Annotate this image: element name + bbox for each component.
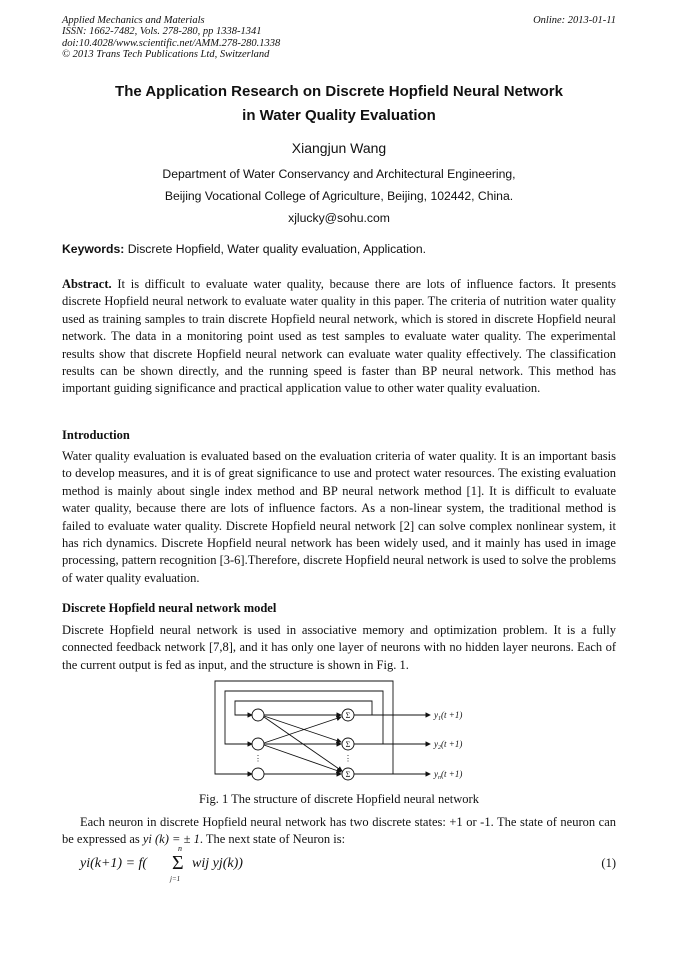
introduction-heading: Introduction bbox=[62, 428, 130, 442]
keywords-label: Keywords: bbox=[62, 242, 125, 256]
svg-text:⋮: ⋮ bbox=[344, 754, 352, 763]
hopfield-network-diagram bbox=[200, 676, 480, 791]
affiliation bbox=[62, 163, 616, 229]
equation-1 bbox=[80, 844, 616, 883]
model-text: Discrete Hopfield neural network is used in associative memory and optimization problem. It is a fully connected feedback network [7,8], and it has only one layer of neurons with no hidden layer neurons. Each of the current output is fed as input, and the structure is shown in Fig. 1. bbox=[62, 623, 616, 672]
svg-text:Σ: Σ bbox=[345, 711, 351, 720]
online-date: Online: 2013-01-11 bbox=[533, 15, 616, 26]
abstract-text: It is difficult to evaluate water quality, because there are lots of influence factors. It presents discrete Hopfield neural network to evaluate water quality in this paper. The criteria of nutrition water quality used as training samples to train discrete Hopfield neural network, which is stored in discrete Hopfield neural network. The data in a monitoring point used as test samples to evaluate water quality. The experimental results show that discrete Hopfield neural network can evaluate water quality effectively. The classification results can be shown directly, and the running speed is faster than BP neural network. This method has important guiding significance and practical application value to other water quality evaluation. bbox=[62, 277, 616, 396]
affiliation-line-2: Beijing Vocational College of Agriculture, Beijing, 102442, China. bbox=[164, 189, 514, 203]
state-math: yi (k) = ± 1 bbox=[142, 832, 200, 847]
introduction-text: Water quality evaluation is evaluated based on the evaluation criteria of water quality. It is an important basis to develop measures, and it is of great significance to use and protect water resources. The existing evaluation method is mainly about single index method and BP neural network method [1]. It is difficult to evaluate water quality, because there are lots of influence factors. As a non-linear system, the traditional method is failed to evaluate water quality. Discrete Hopfield neural network [2] can solve complex nonlinear system, it has rich dynamics. Discrete Hopfield neural network has been widely used, and it mainly has used in image processing, pattern recognition [3-6].Therefore, discrete Hopfield neural network is used to solve the problems of water quality evaluation. bbox=[62, 449, 616, 585]
neuron-state-text: Each neuron in discrete Hopfield neural network has two discrete states: +1 or -1. The state of neuron can be expressed as yi (k) = ± 1. The next state of Neuron is: bbox=[62, 815, 616, 847]
journal-header bbox=[62, 15, 616, 60]
equation-lhs: yi(k+1) = f( bbox=[80, 856, 148, 871]
figure-caption: Fig. 1 The structure of discrete Hopfield neural network bbox=[199, 792, 479, 806]
sum-upper: n bbox=[178, 844, 182, 853]
equation-number: (1) bbox=[601, 856, 616, 870]
author-email: xjlucky@sohu.com bbox=[288, 211, 390, 225]
svg-text:Σ: Σ bbox=[345, 770, 351, 779]
model-heading: Discrete Hopfield neural network model bbox=[62, 601, 277, 615]
keywords bbox=[62, 242, 616, 256]
copyright: © 2013 Trans Tech Publications Ltd, Switzerland bbox=[62, 48, 270, 60]
sum-lower: j=1 bbox=[170, 875, 181, 883]
author-name: Xiangjun Wang bbox=[291, 140, 387, 156]
title-line-2: in Water Quality Evaluation bbox=[242, 107, 436, 124]
sum-symbol: Σ bbox=[172, 852, 184, 874]
equation-rhs: wij yj(k)) bbox=[192, 856, 243, 871]
svg-text:Σ: Σ bbox=[345, 740, 351, 749]
title-line-1: The Application Research on Discrete Hopfield Neural Network bbox=[115, 83, 563, 100]
abstract-label: Abstract. bbox=[62, 277, 112, 291]
svg-text:y2(t +1): $y_2(t +1)$ bbox=[434, 739, 463, 751]
affiliation-line-1: Department of Water Conservancy and Architectural Engineering, bbox=[162, 167, 516, 181]
paper-title bbox=[62, 80, 616, 128]
keywords-text: Discrete Hopfield, Water quality evaluation, Application. bbox=[124, 242, 426, 256]
svg-text:y1(t +1): $y_1(t +1)$ bbox=[434, 710, 463, 722]
journal-name: Applied Mechanics and Materials bbox=[62, 15, 205, 26]
svg-text:⋮: ⋮ bbox=[254, 754, 262, 763]
abstract bbox=[62, 276, 616, 398]
svg-text:yn(t +1): $y_n(t +1)$ bbox=[434, 769, 463, 781]
issn: ISSN: 1662-7482, Vols. 278-280, pp 1338-1341 bbox=[62, 26, 262, 38]
doi: doi:10.4028/www.scientific.net/AMM.278-280.1338 bbox=[62, 37, 281, 49]
